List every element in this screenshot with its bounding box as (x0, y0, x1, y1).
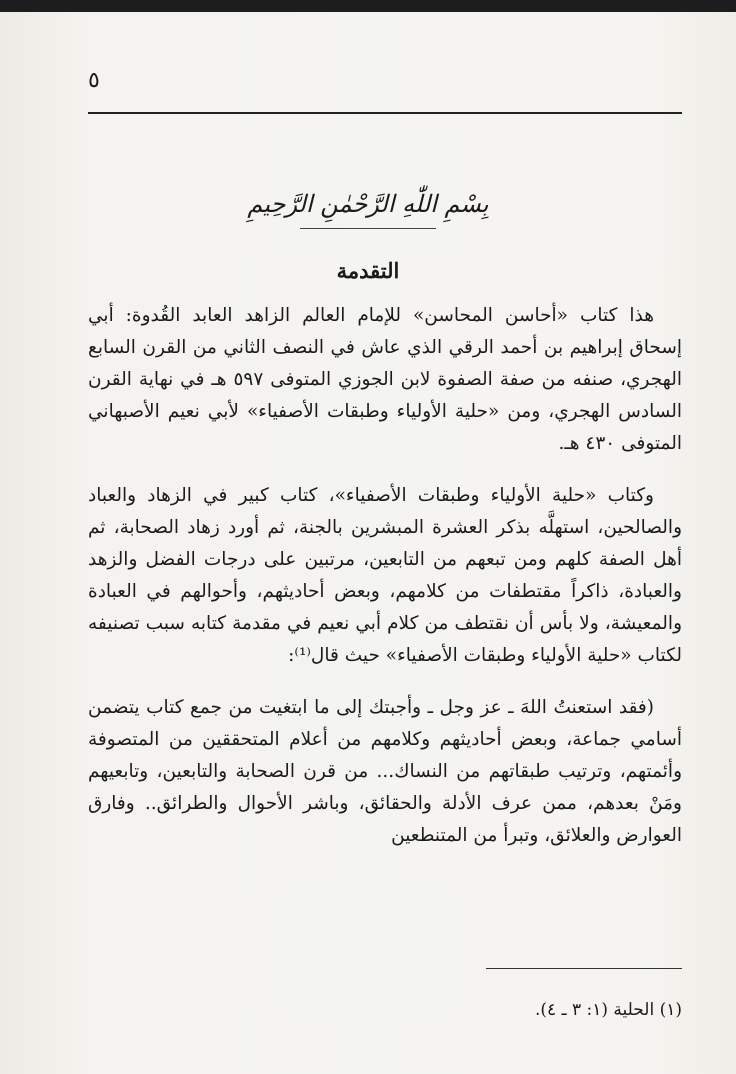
page-number: ٥ (88, 68, 100, 93)
footnote-rule (486, 968, 682, 969)
scan-top-edge (0, 0, 736, 12)
basmala-calligraphy: بِسْمِ اللّٰهِ الرَّحْمٰنِ الرَّحِيمِ (247, 190, 489, 218)
section-title: التقدمة (336, 258, 400, 283)
paragraph-3: (فقد استعنتُ اللهَ ـ عز وجل ـ وأجبتك إلى ما ابتغيت من جمع كتاب يتضمن أسامي جماعة، وبعض أحاديثهم وكلامهم من أعلام المتحققين من المتصوفة وأئمتهم، وترتيب طبقاتهم من النساك... من قرن الصحابة والتابعين، وتابعيهم ومَنْ بعدهم، ممن عرف الأدلة والحقائق، وباشر الأحوال والطرائق.. وفارق العوارض والعلائق، وتبرأ من المتنطعين (88, 697, 682, 846)
paragraph-2: وكتاب «حلية الأولياء وطبقات الأصفياء»، كتاب كبير في الزهاد والعباد والصالحين، استهلَّه بذكر العشرة المبشرين بالجنة، ثم أورد زهاد الصحابة، ثم أهل الصفة كلهم ومن تبعهم من التابعين، مرتبين على درجات الفضل والزهد والعبادة، ذاكراً مقتطفات من كلامهم، وبعض أحاديثهم، وأحوالهم في العبادة والمعيشة، ولا بأس أن نقتطف من كلام أبي نعيم في مقدمة كتابه سبب تصنيفه لكتاب «حلية الأولياء وطبقات الأصفياء» حيث قال⁽¹⁾: (88, 485, 682, 666)
body-text (88, 300, 682, 872)
paragraph-1: هذا كتاب «أحاسن المحاسن» للإمام العالم الزاهد العابد القُدوة: أبي إسحاق إبراهيم بن أحمد الرقي الذي عاش في النصف الثاني من القرن السابع الهجري، صنفه من صفة الصفوة لابن الجوزي المتوفى ٥٩٧ هـ في نهاية القرن السادس الهجري، ومن «حلية الأولياء وطبقات الأصفياء» لأبي نعيم الأصبهاني المتوفى ٤٣٠ هـ. (88, 305, 682, 454)
header-rule (88, 112, 682, 114)
basmala-underline (300, 228, 436, 229)
footnote: (١) الحلية (١: ٣ ـ ٤). (534, 1000, 682, 1020)
